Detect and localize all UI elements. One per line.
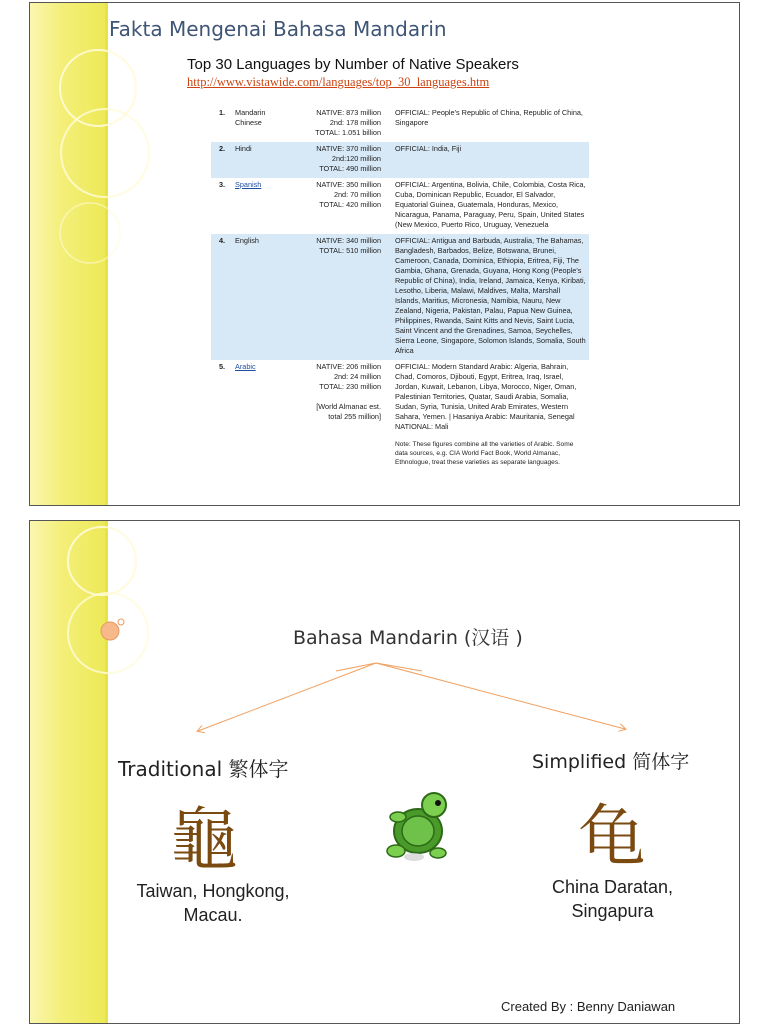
slide-mandarin-scripts: [29, 520, 740, 1024]
simplified-turtle-character: 龟: [578, 798, 647, 877]
language-row: [211, 106, 589, 142]
speaker-stats: NATIVE: 370 million 2nd:120 million TOTAL: 490 million: [291, 142, 393, 178]
row-note: Note: These figures combine all the varieties of Arabic. Some data sources, e.g. CIA World Fact Book, World Almanac, Ethnologue, treat these varieties as separate languages.: [395, 441, 574, 466]
language-row: [211, 178, 589, 234]
speaker-stats: NATIVE: 206 million 2nd: 24 million TOTAL: 230 million [World Almanac est. total 255 million]: [316, 362, 381, 421]
table-subtitle: Top 30 Languages by Number of Native Speakers: [187, 56, 519, 73]
simplified-regions: China Daratan, Singapura: [551, 877, 674, 921]
slide-title: Fakta Mengenai Bahasa Mandarin: [109, 17, 447, 41]
language-name: Hindi: [233, 142, 291, 178]
official-countries: OFFICIAL: Modern Standard Arabic: Algeria, Bahrain, Chad, Comoros, Djibouti, Egypt, Eritrea, Iraq, Israel, Jordan, Kuwait, Lebanon, Libya, Morocco, Niger, Oman, Palestinian Territories, Quatar, Saudi Arabia, Somalia, Sudan, Syria, Tunisia, United Arab Emirates, Western Sahara, Yemen. | Hasaniya Arabic: Mauritania, Senegal NATIONAL: Mali Note: These figures combine all the varieties of Arabic. Some data sources, e.g. CIA World Fact Book, World Almanac, Ethnologue, treat these varieties as separate languages.: [393, 360, 589, 471]
official-countries: OFFICIAL: Antigua and Barbuda, Australia, The Bahamas, Bangladesh, Barbados, Belize, Botswana, Brunei, Cameroon, Canada, Dominica, Ethiopia, Eritrea, Fiji, The Gambia, Ghana, Grenada, Guyana, Hong Kong (People's Republic of China), India, Ireland, Jamaica, Kenya, Kiribati, Lesotho, Liberia, Malawi, Maldives, Malta, Marshall Islands, Maritius, Micronesia, Namibia, Nauru, New Zealand, Nigeria, Pakistan, Palau, Papua New Guinea, Philippines, Rwanda, Saint Kitts and Nevis, Saint Lucia, Saint Vincent and the Grenadines, Samoa, Seychelles, Sierra Leone, Singapore, Solomon Islands, Somalia, South Africa: [393, 234, 589, 360]
language-name[interactable]: Spanish: [235, 180, 262, 189]
author-credit: Created By : Benny Daniawan: [501, 999, 676, 1014]
speaker-stats: NATIVE: 340 million TOTAL: 510 million: [291, 234, 393, 360]
speaker-stats: NATIVE: 350 million 2nd: 70 million TOTAL: 420 million: [316, 180, 381, 209]
turtle-icon: [30, 521, 739, 1023]
row-number: 2.: [211, 142, 233, 178]
source-link[interactable]: http://www.vistawide.com/languages/top_30_languages.htm: [187, 75, 490, 89]
language-row: [211, 142, 589, 178]
main-heading: Bahasa Mandarin (汉语 ): [293, 627, 523, 649]
language-row: [211, 360, 589, 471]
languages-table: [211, 106, 589, 471]
traditional-label: Traditional 繁体字: [118, 757, 289, 781]
official-countries: OFFICIAL: India, Fiji: [393, 142, 589, 178]
speaker-stats: NATIVE: 873 million 2nd: 178 million TOTAL: 1.051 billion: [315, 108, 381, 137]
language-name: English: [233, 234, 291, 360]
official-countries: OFFICIAL: Argentina, Bolivia, Chile, Colombia, Costa Rica, Cuba, Dominican Republic, Ecuador, El Salvador, Equatorial Guinea, Guatemala, Honduras, Mexico, Nicaragua, Panama, Paraguay, Peru, Spain, United States (New Mexico, Puerto Rico, Uruguay, Venezuela: [395, 180, 586, 229]
row-number: 3.: [218, 180, 226, 189]
official-countries: OFFICIAL: People's Republic of China, Republic of China, Singapore: [395, 108, 583, 127]
language-name[interactable]: Arabic: [235, 362, 256, 371]
slide-language-facts: [29, 2, 740, 506]
decorative-circles: [30, 3, 150, 505]
traditional-turtle-character: 龜: [170, 801, 239, 880]
row-number: 4.: [211, 234, 233, 360]
traditional-regions: Taiwan, Hongkong, Macau.: [136, 881, 290, 925]
language-row: [211, 234, 589, 360]
simplified-label: Simplified 简体字: [532, 751, 690, 773]
row-number: 1.: [218, 108, 226, 117]
row-number: 5.: [218, 362, 226, 371]
language-name: Mandarin Chinese: [235, 108, 266, 127]
